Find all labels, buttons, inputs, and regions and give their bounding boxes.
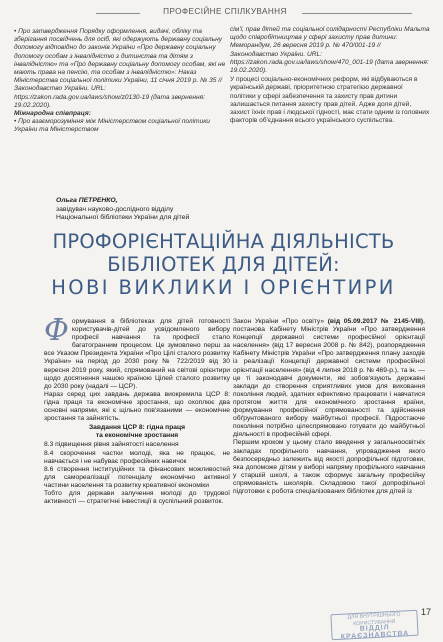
author-position: завідувач науково-дослідного відділу [56, 205, 174, 213]
intl-cooperation-label: Міжнародна співпраця: [14, 110, 92, 118]
article-paragraph: Нараз серед цих завдань держава виокремила ЦСР 8: гідна праця та економічне зростання, що охоплює два основні напрями, які є щільно пов'язаними — економічне зростання та зайнятість. [44, 390, 230, 423]
header-rule-right [302, 13, 412, 14]
drop-cap: Ф [44, 313, 69, 348]
intro-paragraph: У процесі соціально-економічних реформ, які відбуваються в українській державі, пріоритетною стратегією державної політики у сфері забезпечення та захисту прав дитини залишається питання захисту прав дітей. Адже доля дітей, захист їхніх прав і людської гідності, має стати одним із головних факторів об'єднання всього українського суспільства. [230, 76, 430, 125]
section-title: ПРОФЕСІЙНЕ СПІЛКУВАННЯ [163, 7, 287, 16]
sources-column-left [14, 28, 226, 135]
article-paragraph: Тобто для держави залучення молоді до трудової активності — стратегічні інвестиції в суспільний розвиток. [44, 489, 230, 506]
goal-item: 8.3 підвищення рівня зайнятості населення [44, 441, 179, 449]
source-item: • Про взаєморозуміння між Міністерством соціальної політики України та Міністерством [14, 118, 210, 134]
author-organization: Національної бібліотеки України для дітей [56, 214, 190, 222]
article-paragraph: Закон України «Про освіту» (від 05.09.2017 № 2145-VIII), постанова Кабінету Міністрів України «Про затвердження Концепції державної системи професійної орієнтації населення» (від 17 вересня 2008 р. № 842), розпорядження Кабінету Міністрів України «Про затвердження плану заходів із реалізації Концепції державної системи професійної орієнтації населення» (від 4 липня 2018 р. № 469-р.), та ін. — це ті законодавчі документи, які зобов'язують державні заклади до створення сприятливих умов для виховання покоління людей, здатних ефективно працювати і навчатися протягом життя для економічного зростання країни, формування професійної спрямованості та здійснення обґрунтованого вибору майбутньої професії. Підростаюче покоління потрібно цілеспрямовано готувати до майбутньої діяльності в професійній сфері. [233, 318, 425, 439]
article-headline [16, 230, 431, 299]
library-stamp [330, 610, 418, 641]
goal-item: 8.4 скорочення частки молоді, яка не працює, не навчається і не набуває професійних навичок [44, 449, 230, 465]
sources-column-right [230, 26, 430, 125]
running-header [0, 6, 443, 20]
headline-line-1: ПРОФОРІЄНТАЦІЙНА ДІЯЛЬНІСТЬ [52, 230, 395, 253]
article-paragraph: Першим кроком у цьому стало введення у загальноосвітніх закладах профільного навчання, упровадження якого безпосередньо залежить від якості допрофільної підготовки, яка допоможе дітям у виборі напряму профільного навчання у старшій школі, а також сформує загальну професійну спрямованість школярів. Складовою такої допрофільної підготовки є робота спеціалізованих бібліотек для дітей із [233, 439, 425, 495]
article-column-left [44, 313, 230, 506]
headline-line-2: БІБЛІОТЕК ДЛЯ ДІТЕЙ: [107, 253, 340, 276]
goal-title: Завдання ЦСР 8: гідна праця та економічне зростання [88, 424, 186, 440]
article-paragraph: Формування в бібліотеках для дітей готовності користувачів-дітей до усвідомленого вибору професії навчання та професії стало багатогранним процесом. Це зумовлено перш за все Указом Президента України «Про Цілі сталого розвитку України» на період до 2030 року № 722/2019 від 30 вересня 2019 року, який, спрямований на світові орієнтири щодо досягнення нашою країною Цілей сталого розвитку до 2030 року (надалі — ЦСР). [44, 313, 230, 390]
stamp-line-2: ВІДДІЛ КРАЄЗНАВСТВА [340, 624, 410, 641]
page-number: 17 [421, 607, 432, 617]
stamp-line-1: ДЛЯ ВНУТРІШНЬОГО КОРИСТУВАННЯ [347, 611, 401, 627]
source-item-continued: сім'ї, прав дітей та соціальної солідарності Республіки Мальта щодо співробітництва у сфері захисту прав дитини: Меморандум, 26 вересня 2019 р. № 470/001-19 // Законодавство України. URL: https://zakon.rada.gov.ua/laws/show/470_001-19 (дата звернення: 19.02.2020). [230, 26, 430, 75]
header-rule-left [96, 13, 140, 14]
source-item: • Про затвердження Порядку оформлення, видачі, обліку та зберігання посвідчень для осіб, які одержують державну соціальну допомогу відповідно до законів України «Про державну соціальну допомогу особам з інвалідністю з дитинства та дітям з інвалідністю» та «Про державну соціальну допомогу особам, які не мають права на пенсію, та особам з інвалідністю»: Наказ Міністерства соціальної політики України, 11 січня 2019 р. № 35 // Законодавство України. URL: https://zakon.rada.gov.ua/laws/show/z0130-19 (дата звернення: 19.02.2020). [14, 28, 226, 109]
author-name: Ольга ПЕТРЕНКО, [56, 197, 118, 204]
author-block [56, 197, 266, 223]
goal-item: 8.6 створення інституційних та фінансових можливостей для самореалізації потенціалу економічно активної частини населення та розвитку креативної економіки [44, 465, 230, 489]
headline-line-3: НОВІ ВИКЛИКИ І ОРІЄНТИРИ [51, 276, 396, 299]
article-column-right [233, 318, 425, 496]
